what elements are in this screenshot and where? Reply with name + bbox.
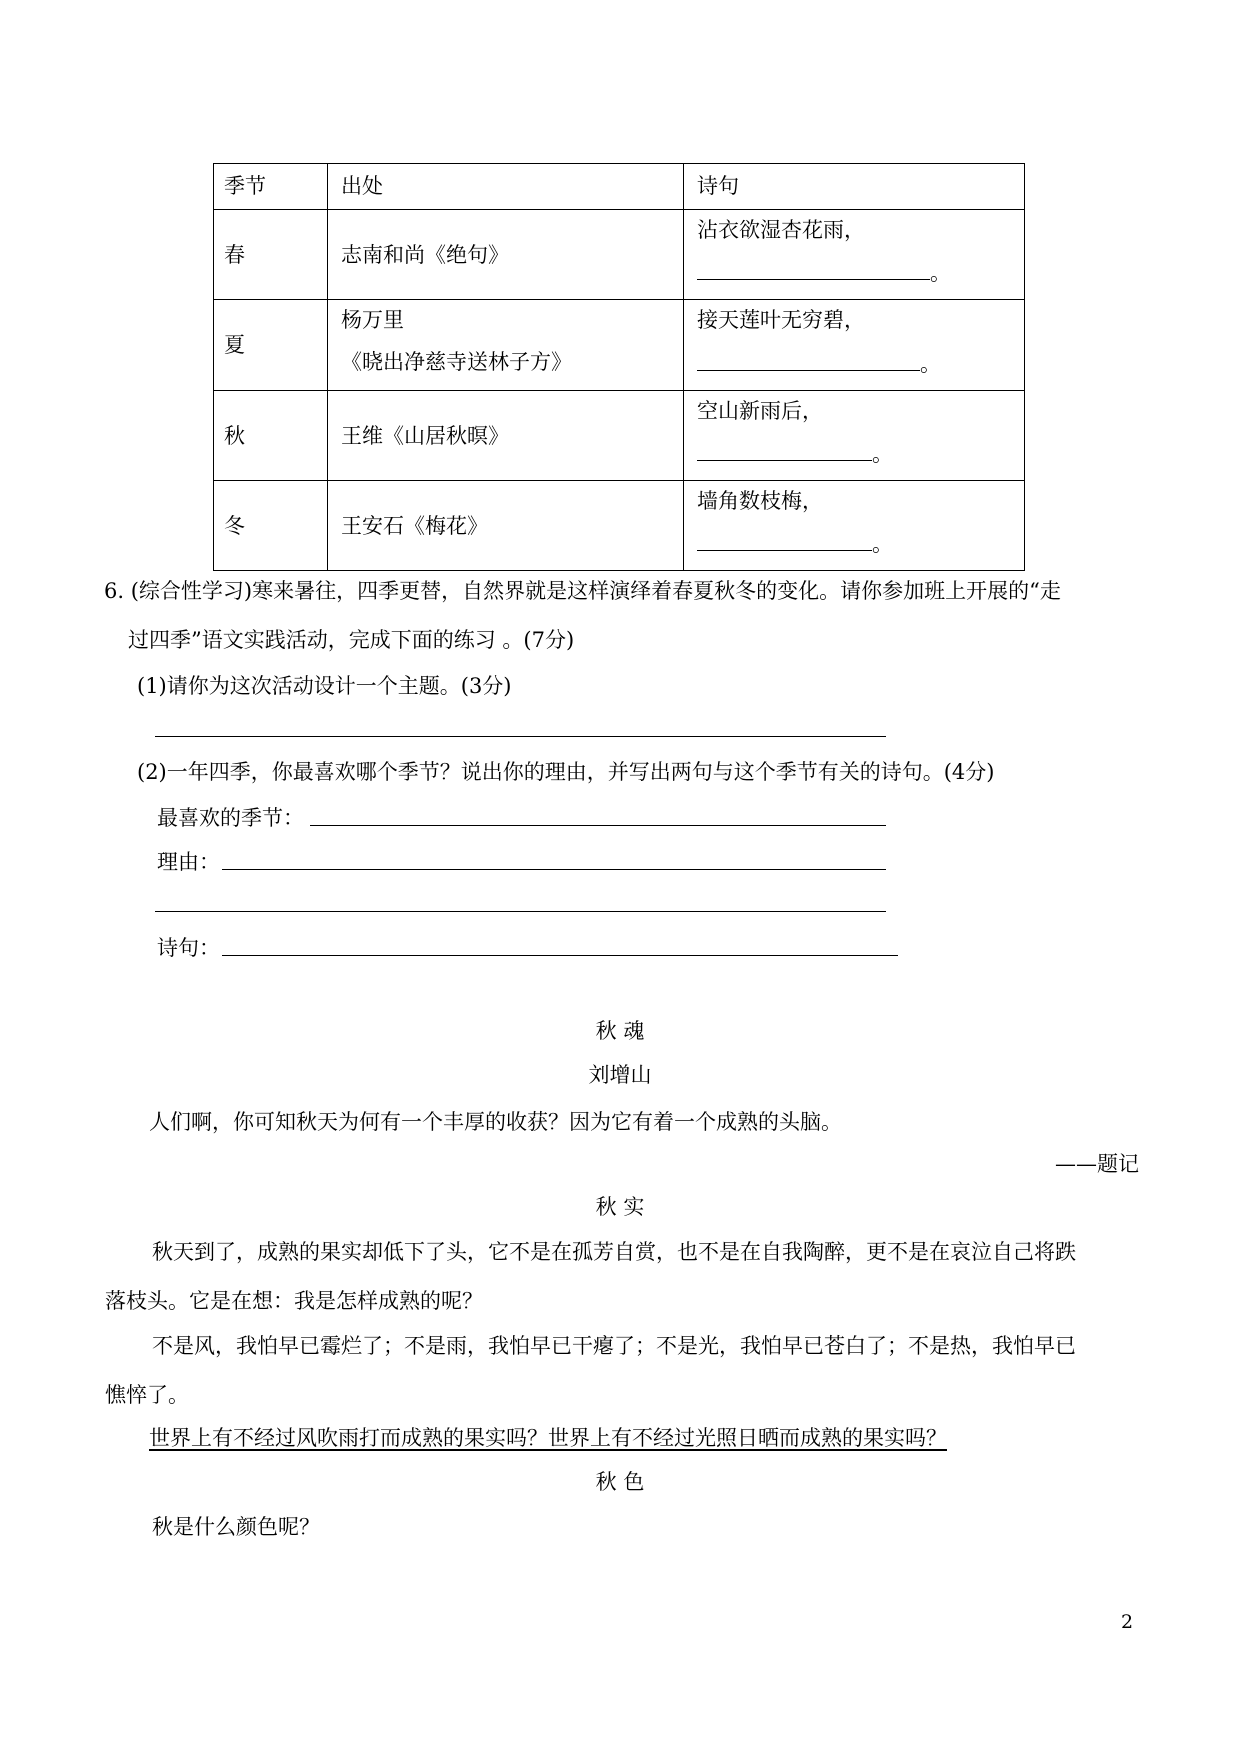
paragraph-line: 落枝头。它是在想：我是怎样成熟的呢？ <box>105 1289 483 1313</box>
answer-line-poem[interactable] <box>222 955 898 956</box>
answer-blank[interactable] <box>697 261 930 280</box>
answer-blank[interactable] <box>697 532 872 551</box>
source-cell: 志南和尚《绝句》 <box>341 243 509 267</box>
table-divider <box>214 209 1024 210</box>
sub-question-2: (2)一年四季，你最喜欢哪个季节？说出你的理由，并写出两句与这个季节有关的诗句。(4分) <box>137 760 995 784</box>
table-divider <box>683 164 684 570</box>
poem-label: 诗句： <box>157 936 220 960</box>
verse-cell: 空山新雨后， <box>697 399 823 423</box>
season-cell: 秋 <box>224 424 245 448</box>
paragraph-line: 不是风，我怕早已霉烂了；不是雨，我怕早已干瘪了；不是光，我怕早已苍白了；不是热，我怕早已 <box>152 1334 1076 1358</box>
poem-table <box>213 163 1025 571</box>
favorite-season-label: 最喜欢的季节： <box>157 806 304 830</box>
table-divider <box>327 164 328 570</box>
verse-cell: 接天莲叶无穷碧， <box>697 308 865 332</box>
period: 。 <box>920 352 941 376</box>
answer-blank-row[interactable] <box>697 442 893 465</box>
answer-blank-row[interactable] <box>697 352 941 375</box>
season-cell: 春 <box>224 243 245 267</box>
period: 。 <box>872 442 893 466</box>
source-cell: 杨万里 <box>341 308 404 332</box>
table-divider <box>214 480 1024 481</box>
epigraph-source: ——题记 <box>1055 1152 1139 1176</box>
season-cell: 夏 <box>224 333 245 357</box>
article-author: 刘增山 <box>588 1063 652 1087</box>
page-number: 2 <box>1121 1611 1134 1633</box>
article-title: 秋 魂 <box>595 1019 645 1043</box>
question-6-line2: 过四季”语文实践活动，完成下面的练习 。(7分) <box>128 628 575 652</box>
answer-blank[interactable] <box>697 442 872 461</box>
answer-line-season[interactable] <box>310 825 886 826</box>
source-cell: 《晓出净慈寺送林子方》 <box>341 350 572 374</box>
answer-blank-row[interactable] <box>697 532 893 555</box>
epigraph: 人们啊，你可知秋天为何有一个丰厚的收获？因为它有着一个成熟的头脑。 <box>149 1110 842 1134</box>
underlined-sentence: 世界上有不经过风吹雨打而成熟的果实吗？世界上有不经过光照日晒而成熟的果实吗？ <box>149 1426 947 1450</box>
source-cell: 王安石《梅花》 <box>341 514 488 538</box>
answer-line-reason[interactable] <box>222 869 886 870</box>
answer-blank[interactable] <box>697 352 920 371</box>
answer-blank-row[interactable] <box>697 261 951 284</box>
paragraph-line: 秋天到了，成熟的果实却低下了头，它不是在孤芳自赏，也不是在自我陶醉，更不是在哀泣自己将跌 <box>152 1240 1076 1264</box>
verse-cell: 墙角数枝梅， <box>697 489 823 513</box>
header-verse: 诗句 <box>697 174 739 198</box>
header-season: 季节 <box>224 174 266 198</box>
question-6-line1: 6. (综合性学习)寒来暑往，四季更替，自然界就是这样演绎着春夏秋冬的变化。请你参加班上开展的“走 <box>104 579 1061 603</box>
period: 。 <box>930 261 951 285</box>
source-cell: 王维《山居秋暝》 <box>341 424 509 448</box>
section-title-qiushi: 秋 实 <box>595 1195 645 1219</box>
answer-line-reason-2[interactable] <box>155 911 886 912</box>
period: 。 <box>872 532 893 556</box>
answer-line-theme[interactable] <box>155 736 886 737</box>
table-divider <box>214 390 1024 391</box>
paragraph-line: 秋是什么颜色呢？ <box>152 1515 320 1539</box>
reason-label: 理由： <box>157 850 220 874</box>
sub-question-1: (1)请你为这次活动设计一个主题。(3分) <box>137 674 512 698</box>
table-divider <box>214 299 1024 300</box>
verse-cell: 沾衣欲湿杏花雨， <box>697 218 865 242</box>
paragraph-line: 憔悴了。 <box>105 1383 189 1407</box>
season-cell: 冬 <box>224 514 245 538</box>
header-source: 出处 <box>341 174 383 198</box>
section-title-qiuse: 秋 色 <box>595 1470 645 1494</box>
